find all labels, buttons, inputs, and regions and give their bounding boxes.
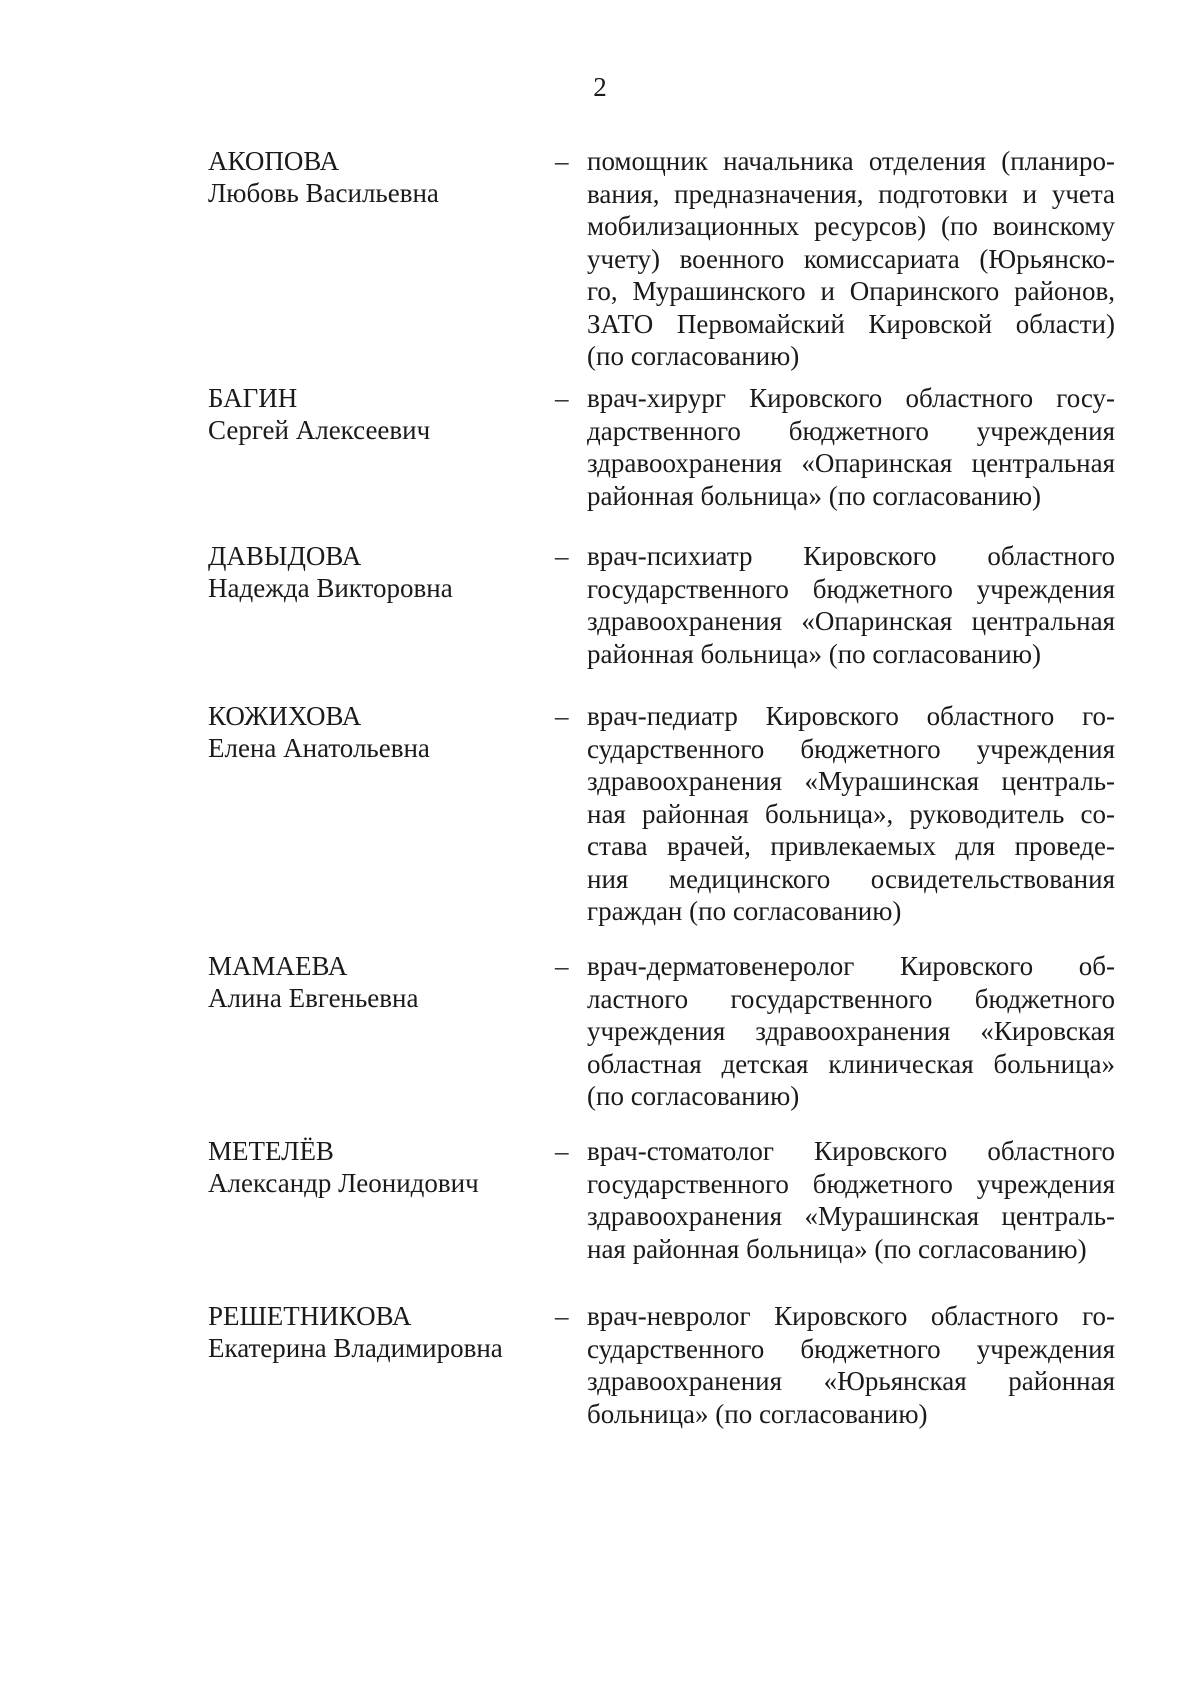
role-line: больница» (по согласованию) bbox=[587, 1398, 928, 1429]
role-line: районная больница» (по согласованию) bbox=[587, 638, 1041, 669]
role-line: ная районная больница» (по согласованию) bbox=[587, 1233, 1087, 1264]
dash-separator: – bbox=[555, 146, 569, 176]
member-surname: МЕТЕЛЁВ bbox=[208, 1136, 334, 1166]
role-line: здравоохранения «Мурашинская централь- bbox=[587, 766, 1115, 796]
member-given-names: Сергей Алексеевич bbox=[208, 415, 431, 445]
role-line: областная детская клиническая больница» bbox=[587, 1048, 1115, 1079]
role-line: врач-дерматовенеролог Кировского об- bbox=[587, 951, 1115, 981]
member-name bbox=[208, 950, 528, 1014]
role-line: районная больница» (по согласованию) bbox=[587, 480, 1041, 511]
role-line: врач-хирург Кировского областного госу- bbox=[587, 383, 1115, 413]
role-line: сударственного бюджетного учреждения bbox=[587, 1333, 1115, 1364]
member-role bbox=[587, 382, 1115, 512]
dash-separator: – bbox=[555, 951, 569, 981]
dash-separator: – bbox=[555, 701, 569, 731]
dash-separator: – bbox=[555, 1301, 569, 1331]
role-line: здравоохранения «Опаринская центральная bbox=[587, 448, 1115, 478]
role-line: дарственного бюджетного учреждения bbox=[587, 415, 1115, 446]
member-surname: МАМАЕВА bbox=[208, 951, 348, 981]
member-given-names: Алина Евгеньевна bbox=[208, 983, 419, 1013]
role-line: врач-психиатр Кировского областного bbox=[587, 541, 1115, 571]
role-line: здравоохранения «Юрьянская районная bbox=[587, 1366, 1115, 1396]
role-line: помощник начальника отделения (планиро- bbox=[587, 146, 1115, 176]
role-line: ния медицинского освидетельствования bbox=[587, 863, 1115, 894]
role-line: учреждения здравоохранения «Кировская bbox=[587, 1016, 1115, 1046]
member-surname: БАГИН bbox=[208, 383, 298, 413]
role-line: государственного бюджетного учреждения bbox=[587, 573, 1115, 604]
member-name bbox=[208, 1135, 528, 1199]
role-line: здравоохранения «Опаринская центральная bbox=[587, 606, 1115, 636]
member-role bbox=[587, 700, 1115, 928]
member-role bbox=[587, 540, 1115, 670]
role-line: учету) военного комиссариата (Юрьянско- bbox=[587, 243, 1115, 274]
role-line: ЗАТО Первомайский Кировской области) bbox=[587, 308, 1115, 339]
member-surname: РЕШЕТНИКОВА bbox=[208, 1301, 412, 1331]
role-line: врач-педиатр Кировского областного го- bbox=[587, 701, 1115, 731]
member-role bbox=[587, 145, 1115, 373]
dash-separator: – bbox=[555, 383, 569, 413]
role-line: (по согласованию) bbox=[587, 1081, 800, 1111]
dash-separator: – bbox=[555, 541, 569, 571]
member-given-names: Екатерина Владимировна bbox=[208, 1333, 503, 1363]
role-line: ная районная больница», руководитель со- bbox=[587, 798, 1115, 829]
member-surname: ДАВЫДОВА bbox=[208, 541, 362, 571]
member-name bbox=[208, 1300, 528, 1364]
member-role bbox=[587, 1135, 1115, 1265]
page-number: 2 bbox=[593, 72, 607, 102]
role-line: го, Мурашинского и Опаринского районов, bbox=[587, 276, 1115, 306]
role-line: врач-стоматолог Кировского областного bbox=[587, 1136, 1115, 1166]
member-role bbox=[587, 1300, 1115, 1430]
member-given-names: Любовь Васильевна bbox=[208, 178, 439, 208]
role-line: сударственного бюджетного учреждения bbox=[587, 733, 1115, 764]
role-line: государственного бюджетного учреждения bbox=[587, 1168, 1115, 1199]
role-line: здравоохранения «Мурашинская централь- bbox=[587, 1201, 1115, 1231]
role-line: врач-невролог Кировского областного го- bbox=[587, 1301, 1115, 1331]
dash-separator: – bbox=[555, 1136, 569, 1166]
role-line: ластного государственного бюджетного bbox=[587, 983, 1115, 1014]
member-name bbox=[208, 145, 528, 209]
role-line: вания, предназначения, подготовки и учета bbox=[587, 178, 1115, 209]
member-name bbox=[208, 700, 528, 764]
role-line: (по согласованию) bbox=[587, 341, 800, 371]
role-line: мобилизационных ресурсов) (по воинскому bbox=[587, 211, 1115, 241]
member-surname: КОЖИХОВА bbox=[208, 701, 362, 731]
member-surname: АКОПОВА bbox=[208, 146, 340, 176]
member-role bbox=[587, 950, 1115, 1113]
role-line: става врачей, привлекаемых для проведе- bbox=[587, 831, 1115, 861]
member-name bbox=[208, 382, 528, 446]
member-given-names: Александр Леонидович bbox=[208, 1168, 479, 1198]
role-line: граждан (по согласованию) bbox=[587, 896, 902, 926]
member-name bbox=[208, 540, 528, 604]
member-given-names: Елена Анатольевна bbox=[208, 733, 430, 763]
member-given-names: Надежда Викторовна bbox=[208, 573, 453, 603]
